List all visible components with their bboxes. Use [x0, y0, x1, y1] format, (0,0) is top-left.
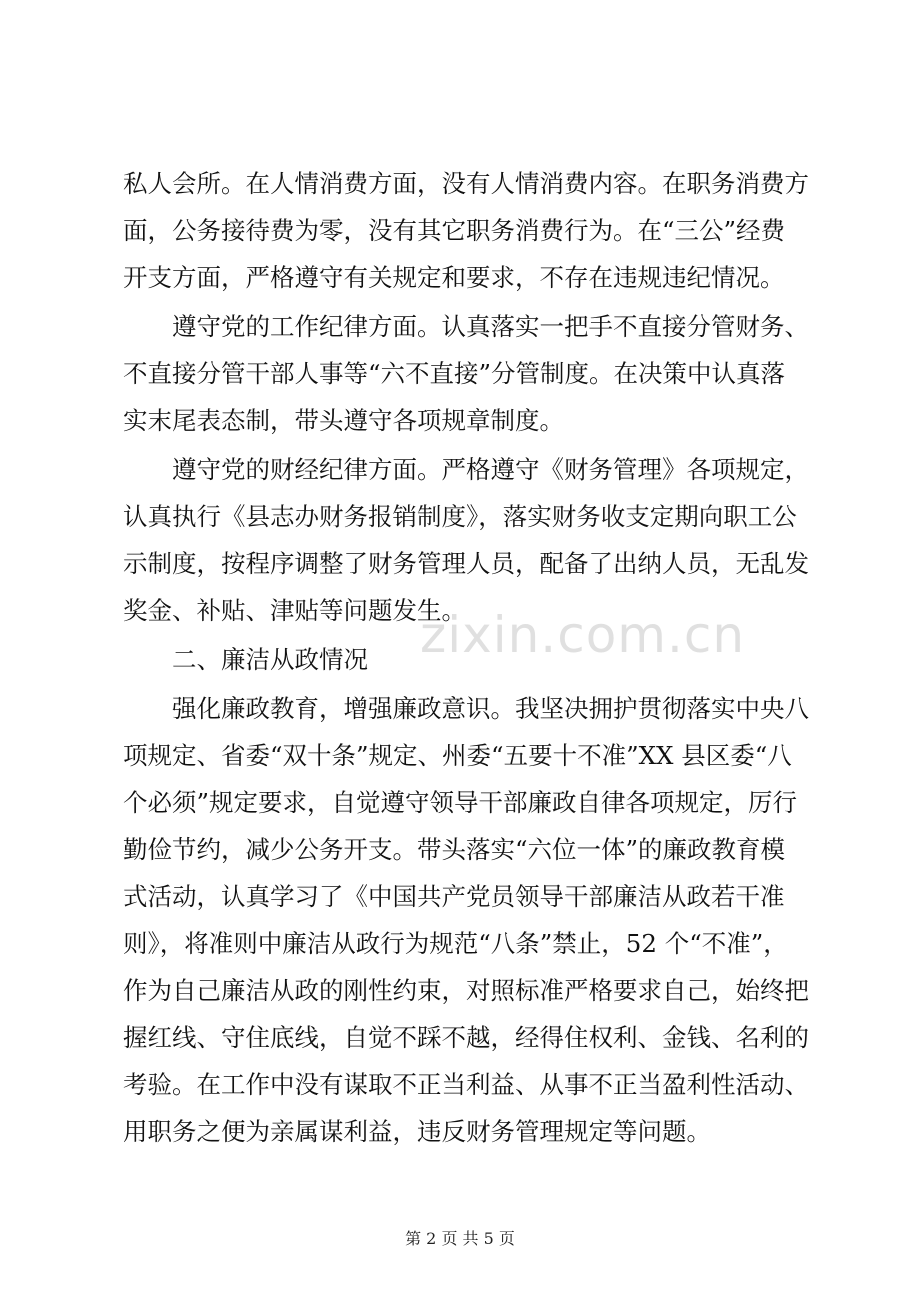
text-line: 认真执行《县志办财务报销制度》，落实财务收支定期向职工公	[123, 502, 797, 531]
text-line: 作为自己廉洁从政的刚性约束，对照标准严格要求自己，始终把	[123, 976, 809, 1005]
text-line: 实末尾表态制，带头遵守各项规章制度。	[123, 406, 564, 435]
text-line: 用职务之便为亲属谋利益，违反财务管理规定等问题。	[123, 1117, 711, 1146]
text-line: 则》，将准则中廉洁从政行为规范“八条”禁止，52 个“不准”，	[123, 929, 788, 958]
watermark: zixin.com.cn	[420, 606, 746, 664]
text-line: 勤俭节约，减少公务开支。带头落实“六位一体”的廉政教育模	[123, 835, 786, 864]
text-line: 式活动，认真学习了《中国共产党员领导干部廉洁从政若干准	[123, 882, 785, 911]
text-line: 考验。在工作中没有谋取不正当利益、从事不正当盈利性活动、	[123, 1070, 809, 1099]
text-line: 不直接分管干部人事等“六不直接”分管制度。在决策中认真落	[123, 359, 786, 388]
text-line: 开支方面，严格遵守有关规定和要求，不存在违规违纪情况。	[123, 263, 785, 292]
page-footer: 第 2 页 共 5 页	[405, 1229, 515, 1248]
paragraph-start: 遵守党的工作纪律方面。认真落实一把手不直接分管财务、	[172, 312, 809, 341]
text-line: 示制度，按程序调整了财务管理人员，配备了出纳人员，无乱发	[123, 549, 809, 578]
paragraph-start: 强化廉政教育，增强廉政意识。我坚决拥护贯彻落实中央八	[172, 694, 809, 723]
text-line: 面，公务接待费为零，没有其它职务消费行为。在“三公”经费	[123, 216, 786, 245]
text-line: 个必须”规定要求，自觉遵守领导干部廉政自律各项规定，厉行	[123, 788, 798, 817]
text-line: 项规定、省委“双十条”规定、州委“五要十不准”XX 县区委“八	[123, 741, 792, 770]
section-heading: 二、廉洁从政情况	[172, 645, 368, 674]
paragraph-start: 遵守党的财经纪律方面。严格遵守《财务管理》各项规定，	[172, 455, 809, 484]
text-line: 奖金、补贴、津贴等问题发生。	[123, 596, 466, 625]
text-line: 私人会所。在人情消费方面，没有人情消费内容。在职务消费方	[123, 169, 809, 198]
text-line: 握红线、守住底线，自觉不踩不越，经得住权利、金钱、名利的	[123, 1023, 809, 1052]
